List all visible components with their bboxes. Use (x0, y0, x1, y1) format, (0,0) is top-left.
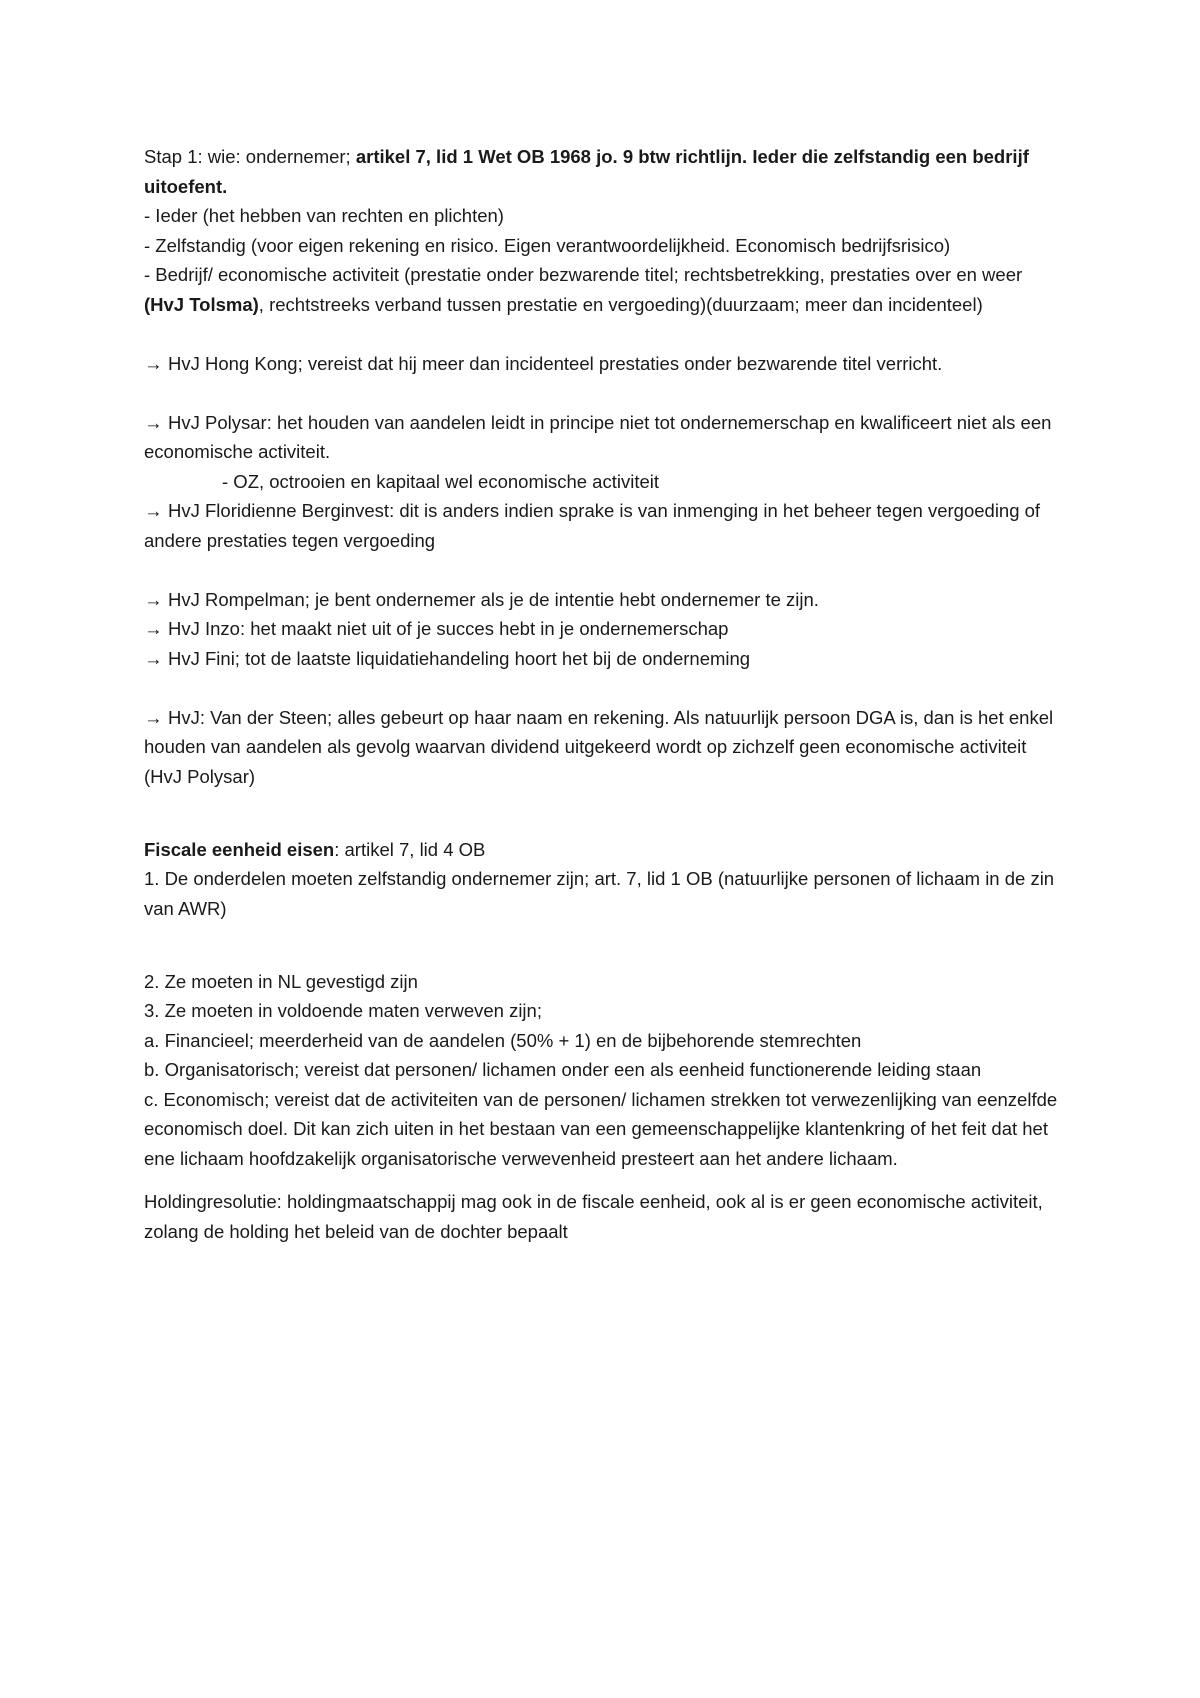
case-hong-kong (144, 349, 1064, 379)
stap1-intro-bold: artikel 7, lid 1 Wet OB 1968 jo. 9 btw richtlijn. Ieder die zelfstandig een bedrijf uitoefent. (144, 146, 1029, 197)
holding-resolutie: Holdingresolutie: holdingmaatschappij mag ook in de fiscale eenheid, ook al is er geen economische activiteit, zolang de holding het beleid van de dochter bepaalt (144, 1191, 1043, 1242)
arrow-right-icon: → (144, 588, 163, 610)
case-van-der-steen (144, 703, 1064, 792)
case-floridienne (144, 496, 1064, 555)
fiscale-heading-bold: Fiscale eenheid eisen (144, 838, 335, 860)
case-inzo (144, 614, 1064, 644)
stap1-bedrijf-text-b: , rechtstreeks verband tussen prestatie en vergoeding)(duurzaam; meer dan incidenteel) (258, 293, 983, 315)
case-fini (144, 644, 1064, 674)
arrow-right-icon: → (144, 352, 163, 374)
arrow-right-icon: → (144, 411, 163, 433)
fiscale-req3c: c. Economisch; vereist dat de activiteiten van de personen/ lichamen strekken tot verwezenlijking van eenzelfde economisch doel. Dit kan zich uiten in het bestaan van een gemeenschappelijke klantenkring of het feit dat het ene lichaam hoofdzakelijk organisatorische verwevenheid presteert aan het andere lichaam. (144, 1088, 1058, 1169)
case-inzo-text: HvJ Inzo: het maakt niet uit of je succes hebt in je ondernemerschap (168, 618, 729, 639)
case-floridienne-text: HvJ Floridienne Berginvest: dit is anders indien sprake is van inmenging in het beheer tegen vergoeding of andere prestaties tegen vergoeding (144, 500, 1041, 551)
case-van-der-steen-text: HvJ: Van der Steen; alles gebeurt op haar naam en rekening. Als natuurlijk persoon DGA is, dan is het enkel houden van aandelen als gevolg waarvan dividend uitgekeerd wordt op zichzelf geen economische activiteit (HvJ Polysar) (144, 706, 1054, 787)
fiscale-req3: 3. Ze moeten in voldoende maten verweven zijn; (144, 1000, 542, 1021)
case-rompelman-text: HvJ Rompelman; je bent ondernemer als je de intentie hebt ondernemer te zijn. (168, 588, 819, 610)
case-polysar-text: HvJ Polysar: het houden van aandelen leidt in principe niet tot ondernemerschap en kwalificeert niet als een economische activiteit. (144, 411, 1052, 462)
stap1-intro (144, 142, 1064, 201)
arrow-right-icon: → (144, 500, 163, 521)
fiscale-req1: 1. De onderdelen moeten zelfstandig ondernemer zijn; art. 7, lid 1 OB (natuurlijke personen of lichaam in de zin van AWR) (144, 868, 1055, 919)
arrow-right-icon: → (144, 706, 163, 728)
stap1-ieder: - Ieder (het hebben van rechten en plichten) (144, 205, 504, 226)
case-fini-text: HvJ Fini; tot de laatste liquidatiehandeling hoort het bij de onderneming (168, 647, 751, 669)
stap1-bedrijf-bold: (HvJ Tolsma) (144, 293, 259, 315)
stap1-zelfstandig: - Zelfstandig (voor eigen rekening en risico. Eigen verantwoordelijkheid. Economisch bedrijfsrisico) (144, 234, 951, 256)
fiscale-req3b: b. Organisatorisch; vereist dat personen/ lichamen onder een als eenheid functionerende leiding staan (144, 1059, 982, 1080)
fiscale-heading (144, 835, 1064, 865)
case-rompelman (144, 585, 1064, 615)
fiscale-req3a: a. Financieel; meerderheid van de aandelen (50% + 1) en de bijbehorende stemrechten (144, 1029, 862, 1051)
stap1-intro-text: Stap 1: wie: ondernemer; (144, 146, 356, 167)
stap1-bedrijf-text-a: - Bedrijf/ economische activiteit (prestatie onder bezwarende titel; rechtsbetrekking, prestaties over en weer (144, 264, 1023, 285)
stap1-bedrijf (144, 260, 1064, 319)
case-polysar (144, 408, 1064, 467)
case-polysar-sub: - OZ, octrooien en kapitaal wel economische activiteit (222, 470, 660, 492)
fiscale-heading-rest: : artikel 7, lid 4 OB (334, 838, 486, 860)
document-body (144, 142, 1064, 1246)
arrow-right-icon: → (144, 647, 163, 669)
fiscale-req2: 2. Ze moeten in NL gevestigd zijn (144, 970, 418, 992)
arrow-right-icon: → (144, 618, 163, 639)
case-hong-kong-text: HvJ Hong Kong; vereist dat hij meer dan incidenteel prestaties onder bezwarende titel verricht. (168, 352, 943, 374)
